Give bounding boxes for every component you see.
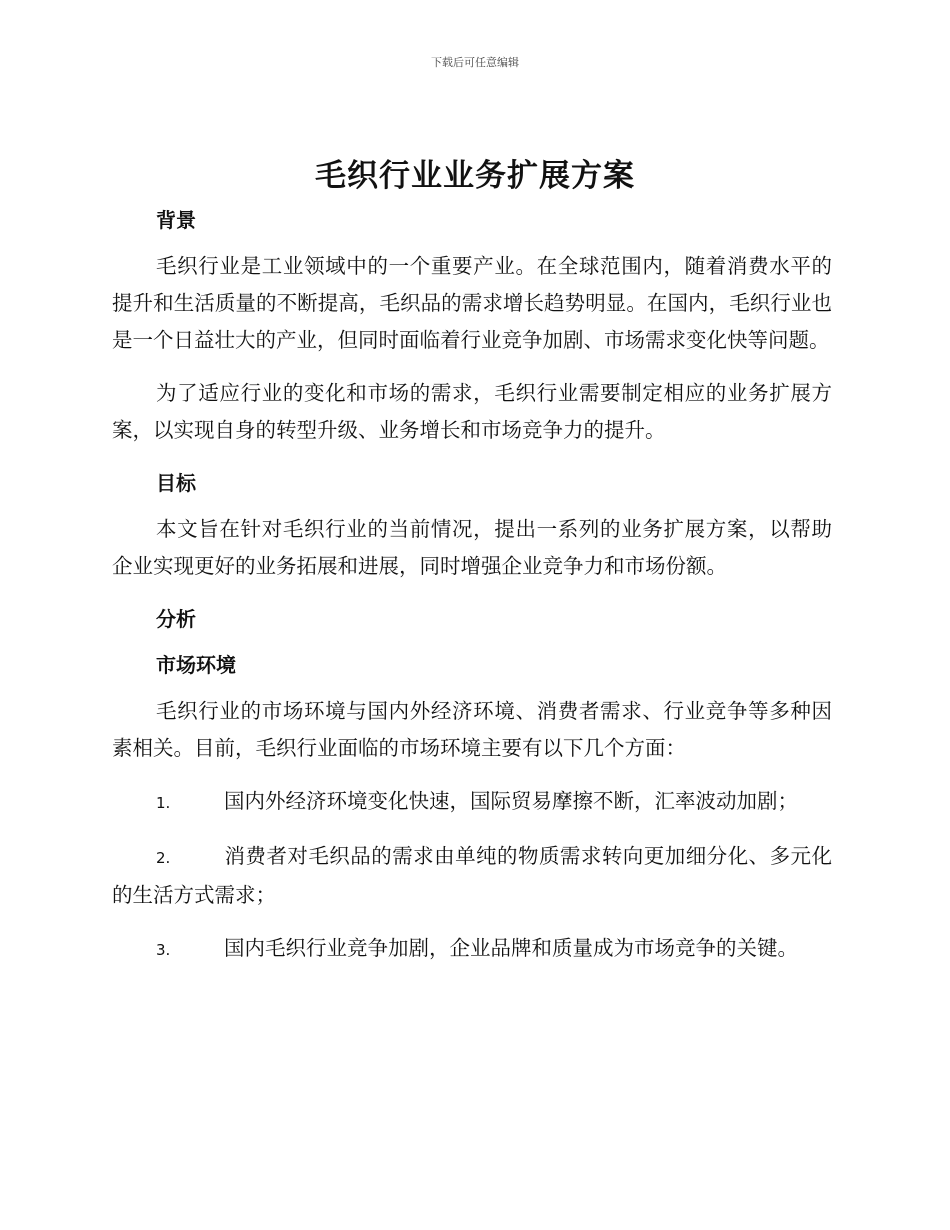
heading-goal: 目标 bbox=[156, 471, 196, 495]
list-item-number: 2. bbox=[156, 849, 171, 867]
list-item-text: 国内外经济环境变化快速，国际贸易摩擦不断，汇率波动加剧； bbox=[224, 789, 798, 813]
heading-market-environment: 市场环境 bbox=[156, 653, 236, 677]
document-body bbox=[112, 202, 832, 985]
list-item-text: 消费者对毛织品的需求由单纯的物质需求转向更加细分化、多元化的生活方式需求； bbox=[112, 844, 832, 907]
list-item bbox=[112, 930, 832, 969]
list-item-text: 国内毛织行业竞争加剧，企业品牌和质量成为市场竞争的关键。 bbox=[224, 936, 798, 960]
list-item-number: 1. bbox=[156, 794, 171, 812]
list-item bbox=[112, 838, 832, 914]
heading-background: 背景 bbox=[156, 208, 196, 232]
background-paragraph-2: 为了适应行业的变化和市场的需求，毛织行业需要制定相应的业务扩展方案，以实现自身的转型升级、业务增长和市场竞争力的提升。 bbox=[112, 381, 832, 442]
goal-paragraph: 本文旨在针对毛织行业的当前情况，提出一系列的业务扩展方案，以帮助企业实现更好的业务拓展和进展，同时增强企业竞争力和市场份额。 bbox=[112, 517, 832, 578]
list-item bbox=[112, 783, 832, 822]
market-paragraph: 毛织行业的市场环境与国内外经济环境、消费者需求、行业竞争等多种因素相关。目前，毛织行业面临的市场环境主要有以下几个方面： bbox=[112, 699, 832, 760]
list-item-number: 3. bbox=[156, 941, 171, 959]
background-paragraph-1: 毛织行业是工业领域中的一个重要产业。在全球范围内，随着消费水平的提升和生活质量的不断提高，毛织品的需求增长趋势明显。在国内，毛织行业也是一个日益壮大的产业，但同时面临着行业竞争加剧、市场需求变化快等问题。 bbox=[112, 254, 832, 352]
header-note: 下载后可任意编辑 bbox=[431, 56, 519, 69]
document-title: 毛织行业业务扩展方案 bbox=[315, 158, 635, 194]
heading-analysis: 分析 bbox=[156, 607, 196, 631]
